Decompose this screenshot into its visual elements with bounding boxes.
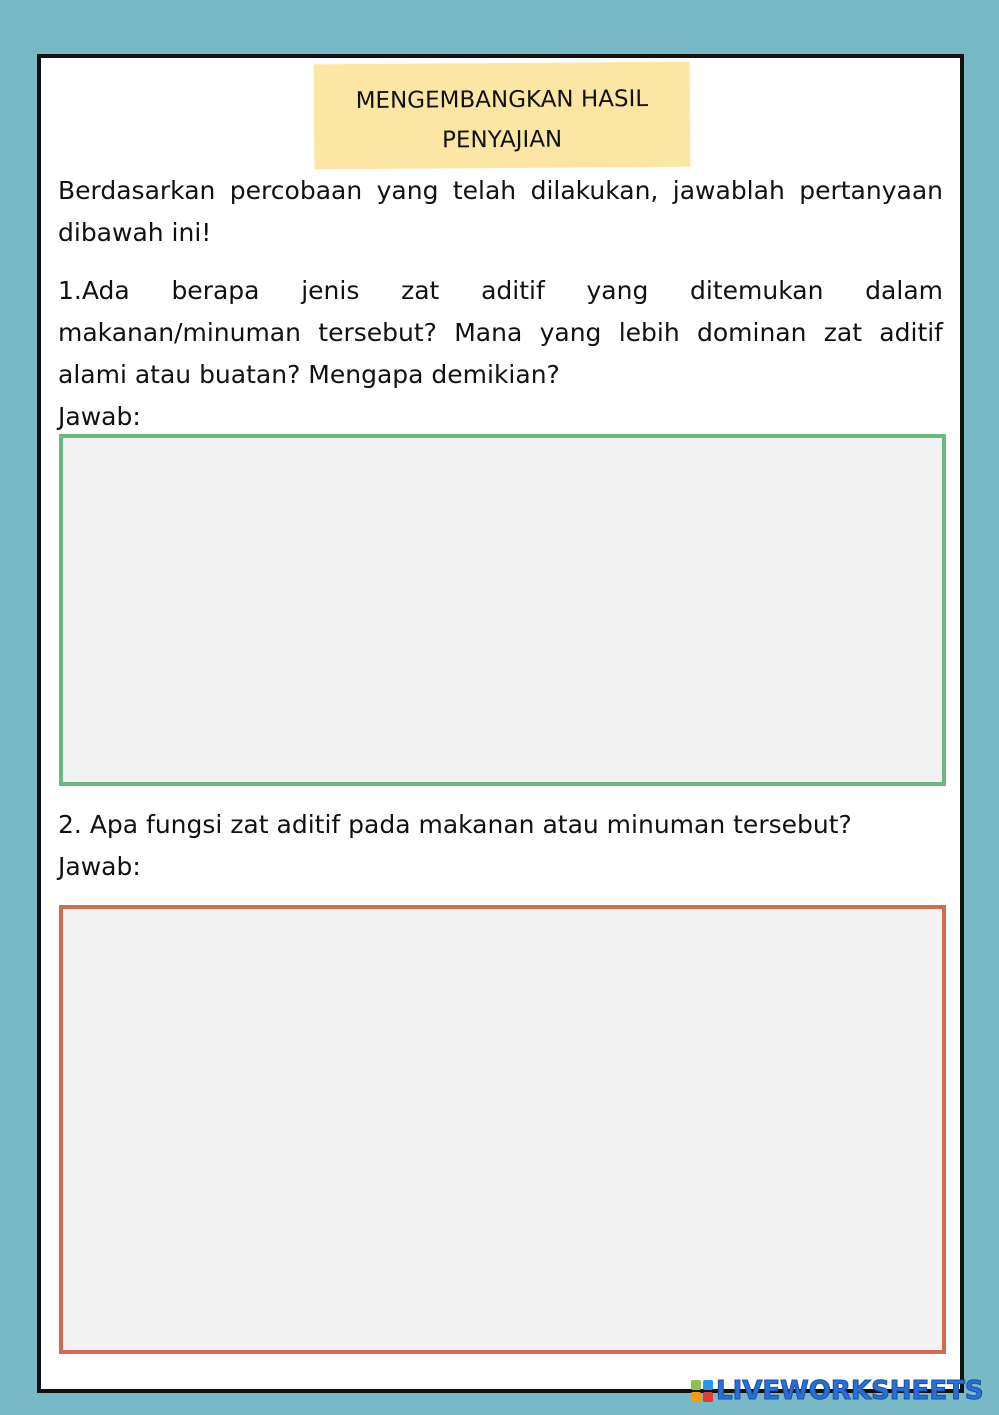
liveworksheets-logo-icon: [691, 1380, 713, 1402]
title-banner: [314, 62, 691, 170]
answer-2-input[interactable]: [59, 905, 946, 1354]
answer-1-label: Jawab:: [58, 402, 141, 431]
intro-instruction: Berdasarkan percobaan yang telah dilakukan, jawablah pertanyaan dibawah ini!: [58, 176, 943, 247]
title-line-2: PENYAJIAN: [442, 126, 563, 154]
liveworksheets-brand: [691, 1376, 984, 1406]
page-title: [314, 79, 691, 162]
worksheet-page: [37, 54, 964, 1393]
answer-1-input[interactable]: [59, 434, 946, 786]
question-1: 1.Ada berapa jenis zat aditif yang ditemukan dalam makanan/minuman tersebut? Mana yang lebih dominan zat aditif alami atau buatan? Mengapa demikian?: [58, 276, 943, 389]
title-line-1: MENGEMBANGKAN HASIL: [355, 85, 649, 115]
brand-name: LIVEWORKSHEETS: [716, 1376, 984, 1406]
question-2: 2. Apa fungsi zat aditif pada makanan atau minuman tersebut?: [58, 810, 852, 839]
answer-2-label: Jawab:: [58, 852, 141, 881]
